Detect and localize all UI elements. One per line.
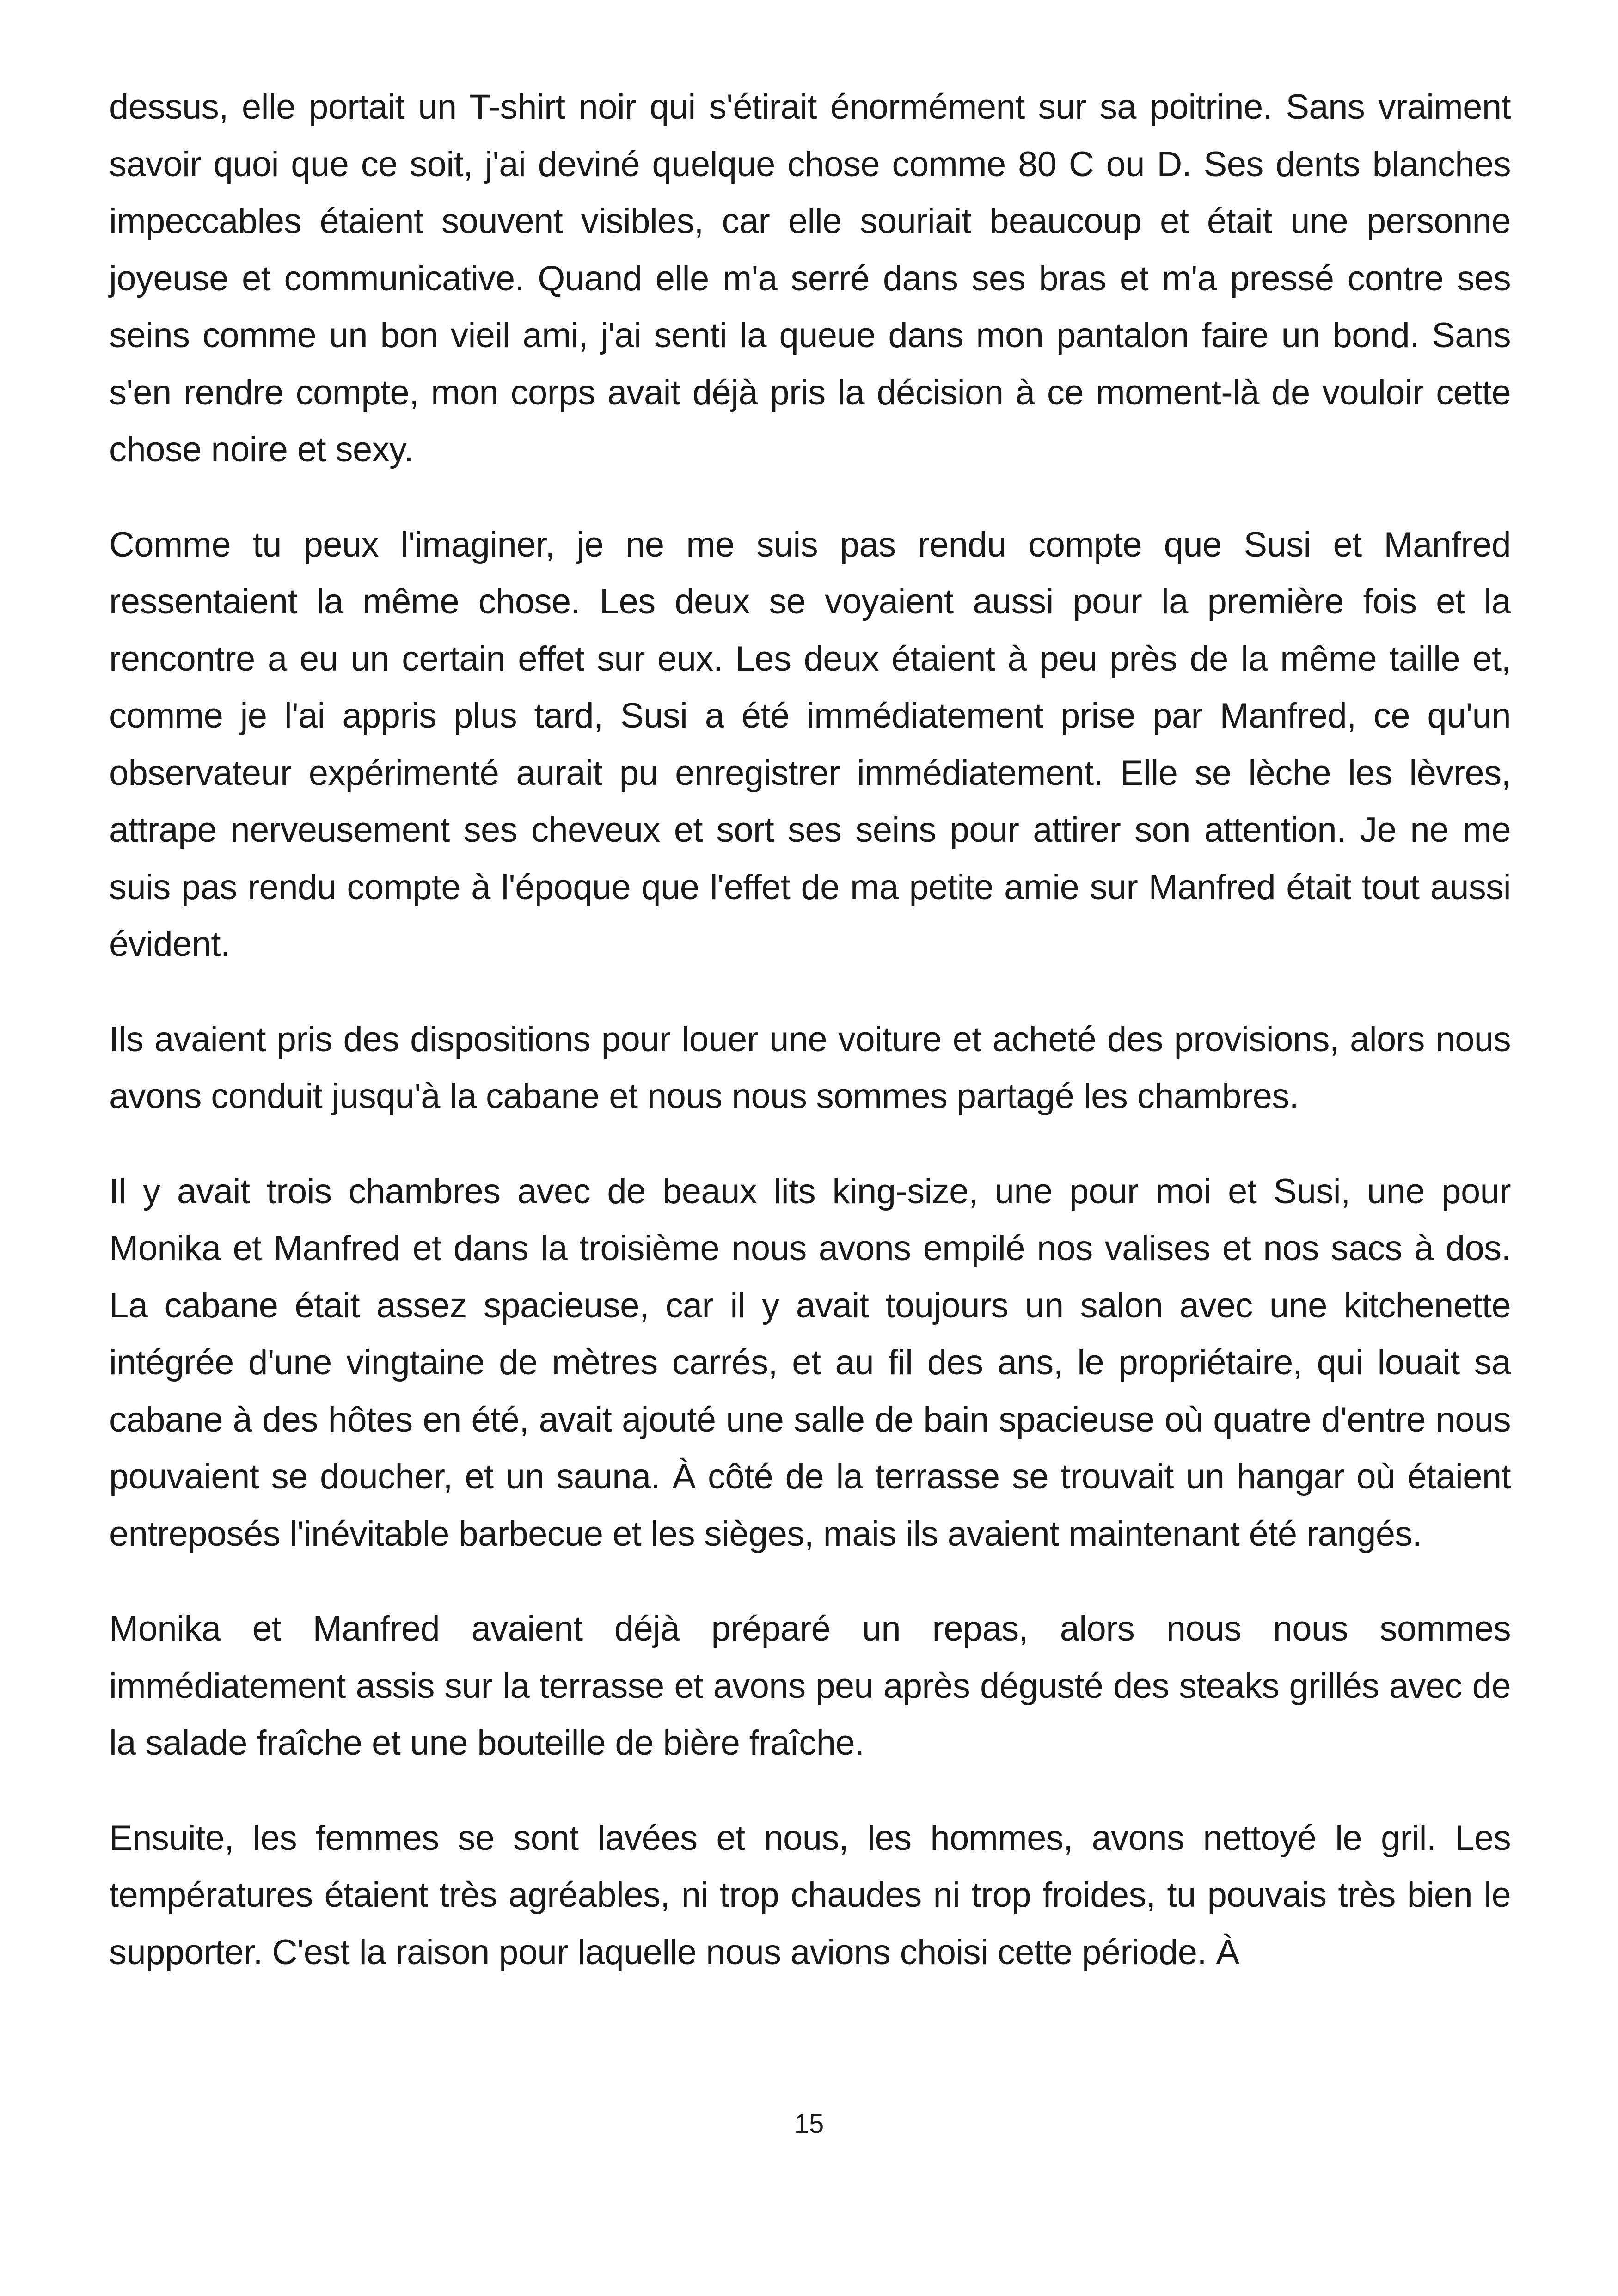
paragraph-2: Comme tu peux l'imaginer, je ne me suis pas rendu compte que Susi et Manfred ressentaient la même chose. Les deux se voyaient aussi pour la première fois et la rencontre a eu un certain effet sur eux. Les deux étaient à peu près de la même taille et, comme je l'ai appris plus tard, Susi a été immédiatement prise par Manfred, ce qu'un observateur expérimenté aurait pu enregistrer immédiatement. Elle se lèche les lèvres, attrape nerveusement ses cheveux et sort ses seins pour attirer son attention. Je ne me suis pas rendu compte à l'époque que l'effet de ma petite amie sur Manfred était tout aussi évident. <box>109 525 1511 964</box>
paragraph-3: Ils avaient pris des dispositions pour louer une voiture et acheté des provisions, alors nous avons conduit jusqu'à la cabane et nous nous sommes partagé les chambres. <box>109 1019 1511 1116</box>
paragraph-4: Il y avait trois chambres avec de beaux lits king-size, une pour moi et Susi, une pour Monika et Manfred et dans la troisième nous avons empilé nos valises et nos sacs à dos. La cabane était assez spacieuse, car il y avait toujours un salon avec une kitchenette intégrée d'une vingtaine de mètres carrés, et au fil des ans, le propriétaire, qui louait sa cabane à des hôtes en été, avait ajouté une salle de bain spacieuse où quatre d'entre nous pouvaient se doucher, et un sauna. À côté de la terrasse se trouvait un hangar où étaient entreposés l'inévitable barbecue et les sièges, mais ils avaient maintenant été rangés. <box>109 1171 1511 1554</box>
paragraph-5: Monika et Manfred avaient déjà préparé un repas, alors nous nous sommes immédiatement assis sur la terrasse et avons peu après dégusté des steaks grillés avec de la salade fraîche et une bouteille de bière fraîche. <box>109 1609 1511 1763</box>
paragraph-6: Ensuite, les femmes se sont lavées et nous, les hommes, avons nettoyé le gril. Les températures étaient très agréables, ni trop chaudes ni trop froides, tu pouvais très bien le supporter. C'est la raison pour laquelle nous avions choisi cette période. À <box>109 1818 1511 1972</box>
paragraph-1: dessus, elle portait un T-shirt noir qui s'étirait énormément sur sa poitrine. Sans vraiment savoir quoi que ce soit, j'ai deviné quelque chose comme 80 C ou D. Ses dents blanches impeccables étaient souvent visibles, car elle souriait beaucoup et était une personne joyeuse et communicative. Quand elle m'a serré dans ses bras et m'a pressé contre ses seins comme un bon vieil ami, j'ai senti la queue dans mon pantalon faire un bond. Sans s'en rendre compte, mon corps avait déjà pris la décision à ce moment-là de vouloir cette chose noire et sexy. <box>109 87 1511 469</box>
body-text <box>109 79 1511 1981</box>
page-number: 15 <box>794 2109 824 2139</box>
